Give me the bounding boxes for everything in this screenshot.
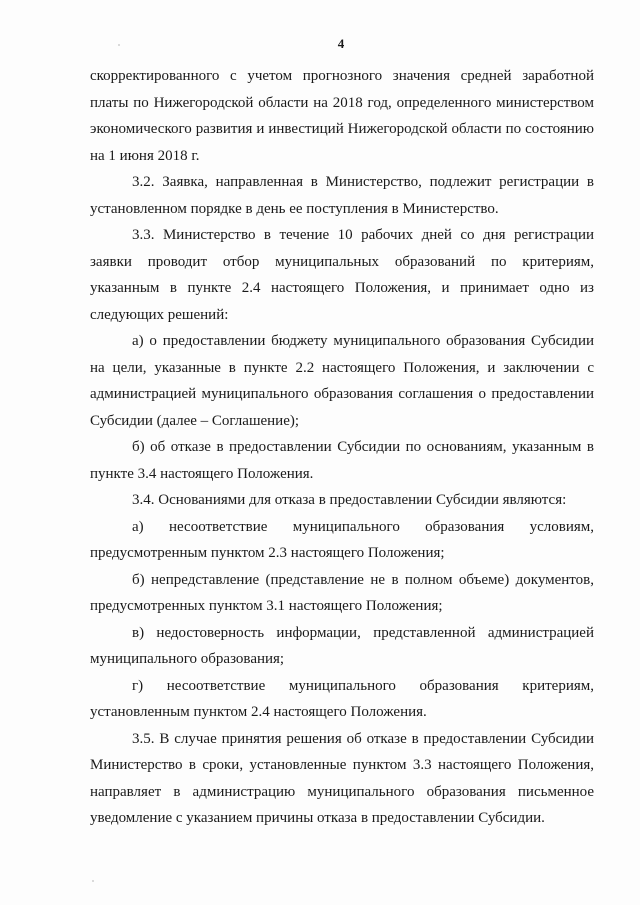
text-line: установленным пунктом 2.4 настоящего Положения. <box>90 704 427 720</box>
paragraph-3-4-b <box>90 567 594 620</box>
text-line: 3.2. Заявка, направленная в Министерство, подлежит регистрации в <box>132 174 594 190</box>
paragraph-3-3-b <box>90 434 594 487</box>
text-line: Положения, направляет в администрацию муниципального образования <box>90 757 595 800</box>
text-line: муниципального образования; <box>90 651 285 667</box>
text-line: Субсидии. <box>478 810 545 826</box>
text-line: г) несоответствие муниципального образования критериям, <box>132 677 594 694</box>
text-line: следующих решений: <box>90 306 229 323</box>
text-line: состоянию на 1 июня 2018 г. <box>90 121 594 164</box>
text-line: установленном порядке в день ее поступления в Министерство. <box>90 200 499 217</box>
paragraph-3-4-g <box>90 673 594 726</box>
text-line: Субсидии (далее – Соглашение); <box>90 412 300 429</box>
text-line: предусмотренных пунктом 3.1 настоящего Положения; <box>90 598 443 614</box>
paragraph-3-4 <box>90 487 594 514</box>
paragraph-3-3-a <box>90 328 594 434</box>
text-line: 3.5. В случае принятия решения об отказе в предоставлении <box>132 730 527 747</box>
text-line: письменное уведомление с указанием причины отказа в предоставлении <box>90 783 595 826</box>
paragraph-3-2 <box>90 169 594 222</box>
text-line: платы по Нижегородской области на 2018 год, определенного министерством <box>90 94 594 111</box>
text-line: б) об отказе в предоставлении Субсидии по основаниям, указанным в <box>132 439 594 455</box>
text-line: экономического развития и инвестиций Нижегородской области по <box>90 121 522 137</box>
paragraph-3-3 <box>90 222 594 328</box>
text-line: администрацией муниципального образования соглашения о предоставлении <box>90 386 594 402</box>
text-line: б) непредставление (представление не в полном объеме) документов, <box>132 571 594 588</box>
paragraph-continuation <box>90 63 594 169</box>
scan-speck <box>118 44 120 46</box>
text-line: Субсидии Министерство в сроки, установленные пунктом 3.3 настоящего <box>90 730 594 773</box>
text-line: предусмотренным пунктом 2.3 настоящего Положения; <box>90 545 445 561</box>
paragraph-3-4-a <box>90 514 594 567</box>
scan-speck <box>92 880 94 882</box>
text-line: указанным в пункте 2.4 настоящего Положения, и принимает одно из <box>90 280 594 296</box>
text-line: 3.3. Министерство в течение 10 рабочих дней со дня регистрации <box>132 227 594 243</box>
text-line: на цели, указанные в пункте 2.2 настоящего Положения, и заключении с <box>90 359 594 376</box>
text-line: в) недостоверность информации, представленной администрацией <box>132 624 594 641</box>
page-number: 4 <box>337 36 345 51</box>
document-body <box>90 63 594 832</box>
text-line: а) о предоставлении бюджету муниципального образования Субсидии <box>132 333 594 349</box>
text-line: заявки проводит отбор муниципальных образований по критериям, <box>90 253 594 270</box>
paragraph-3-4-v <box>90 620 594 673</box>
text-line: а) несоответствие муниципального образования условиям, <box>132 518 594 535</box>
text-line: пункте 3.4 настоящего Положения. <box>90 465 314 482</box>
text-line: скорректированного с учетом прогнозного значения средней заработной <box>90 68 594 84</box>
paragraph-3-5 <box>90 726 594 832</box>
text-line: 3.4. Основаниями для отказа в предоставлении Субсидии являются: <box>132 492 567 508</box>
